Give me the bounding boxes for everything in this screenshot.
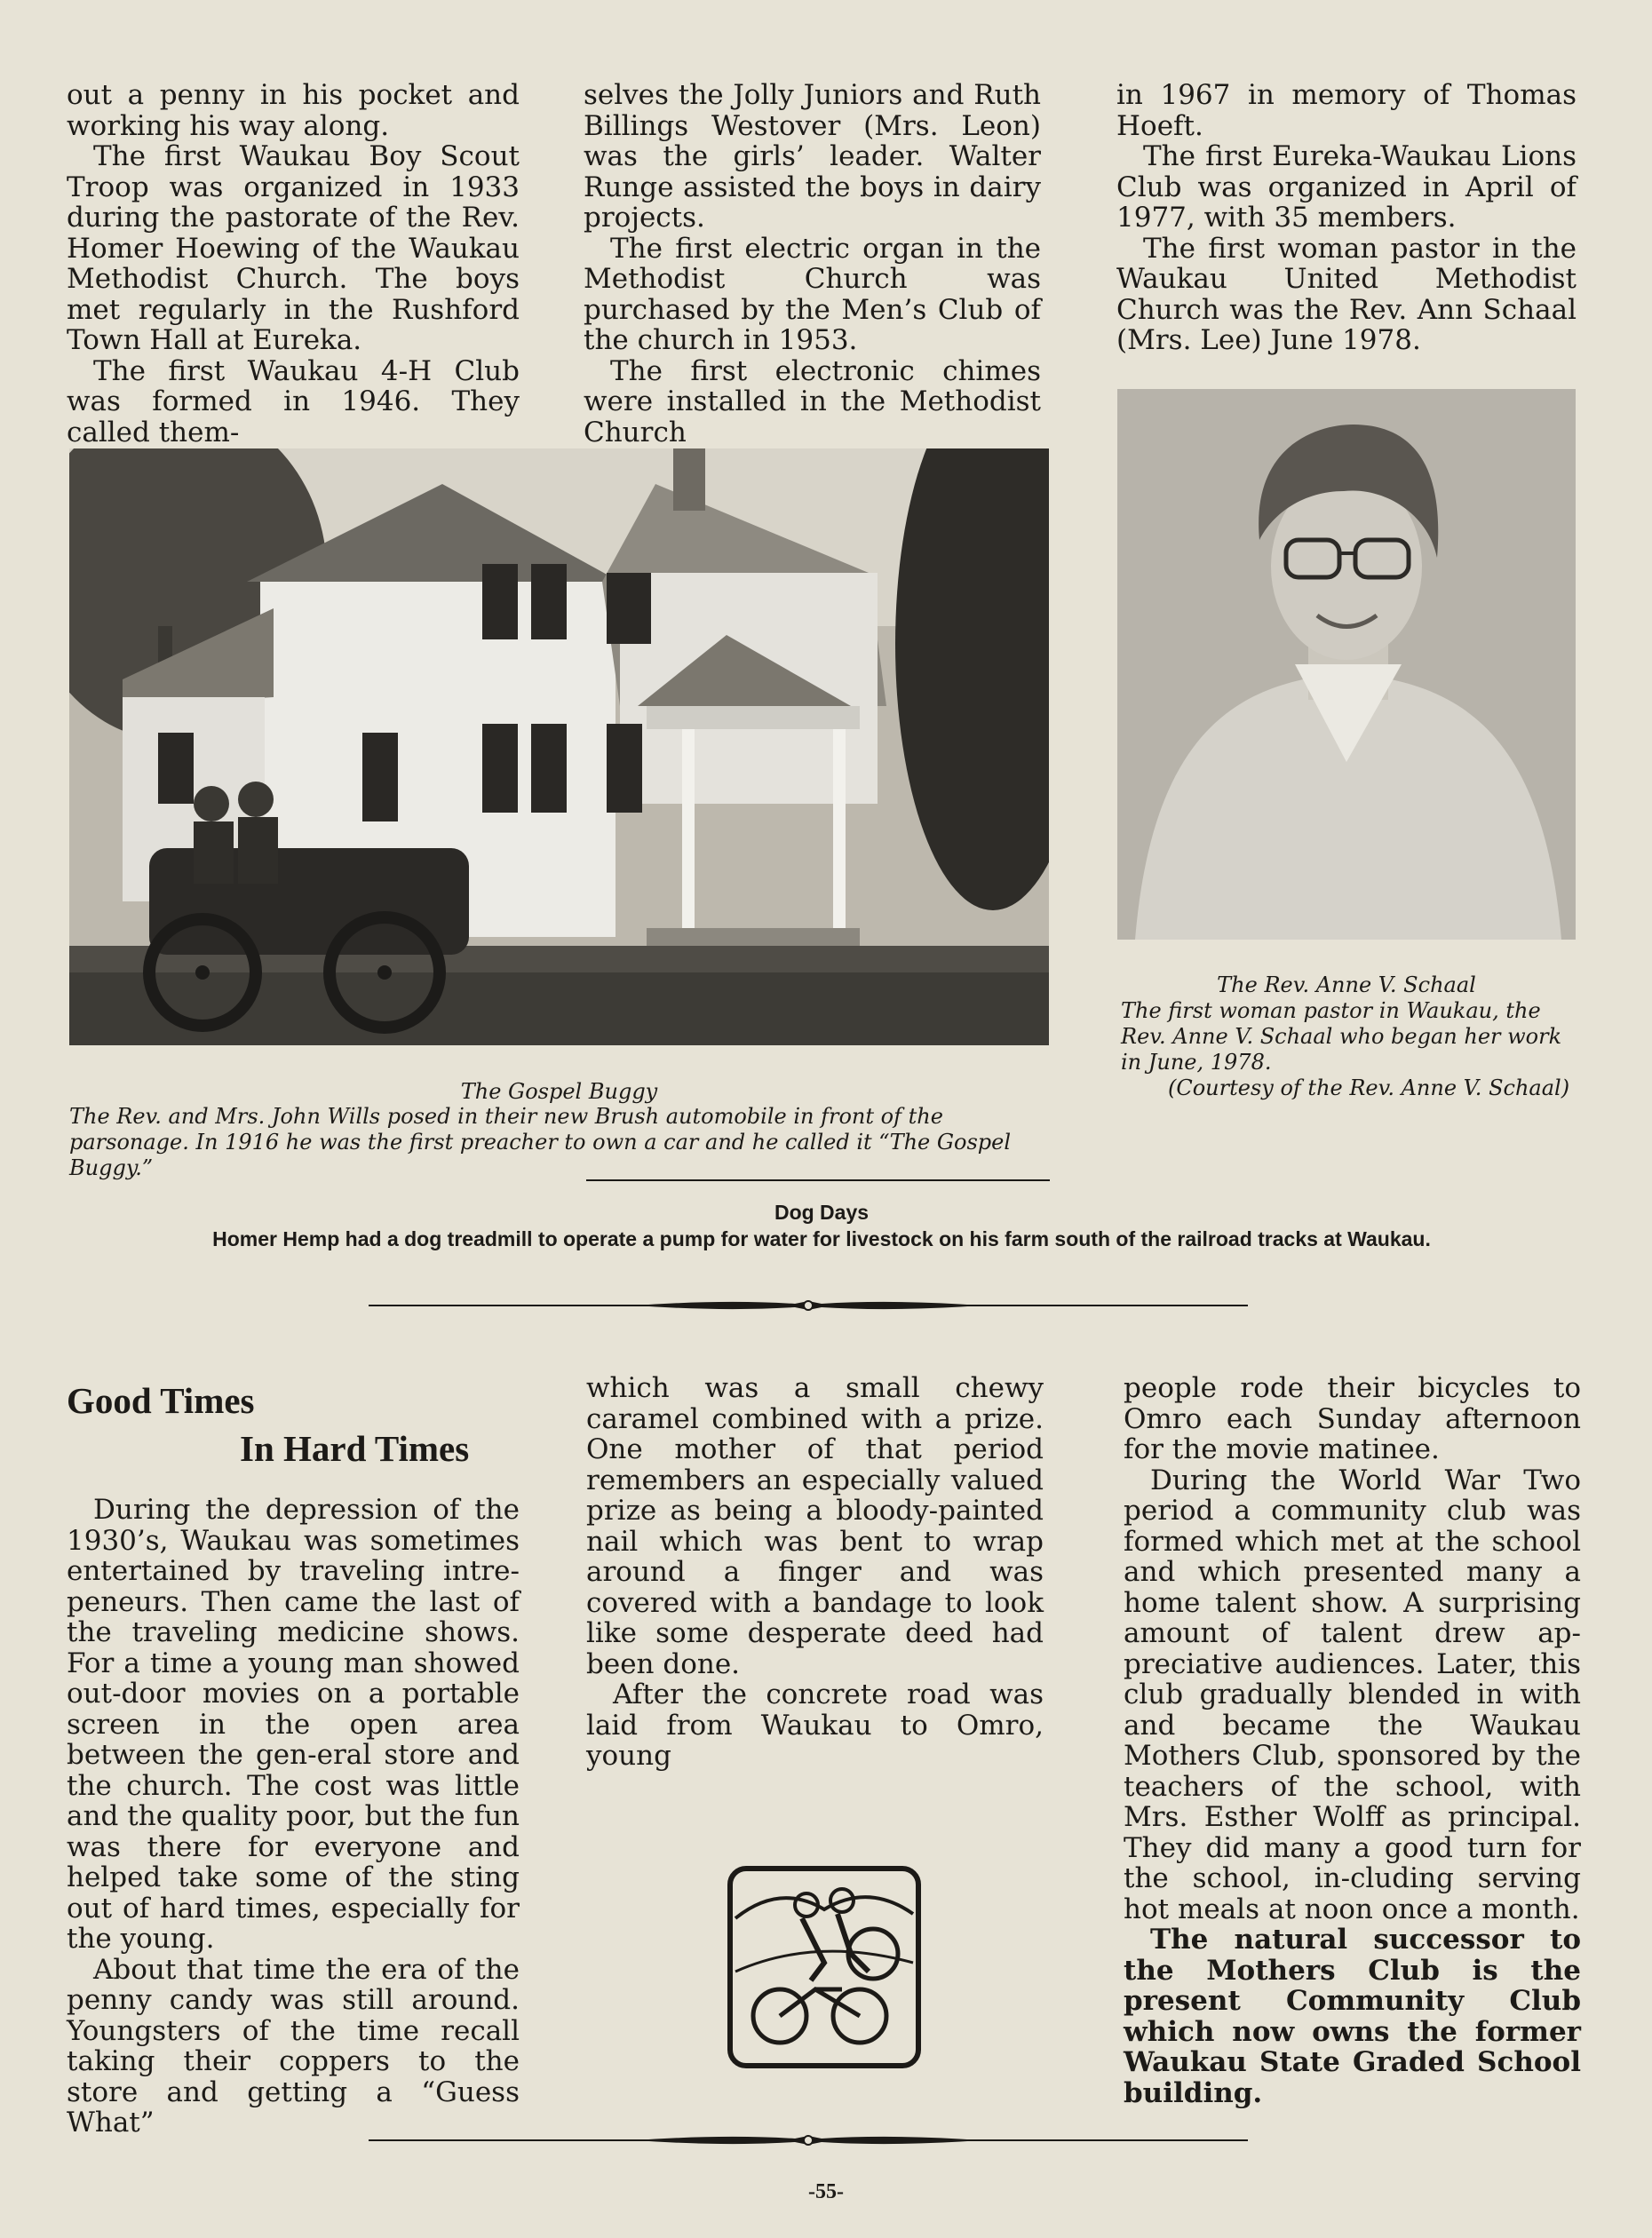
ornamental-divider (369, 2127, 1248, 2154)
paragraph: During the World War Two period a community club was formed which met at the school and which presented many a home talent show. A surprising amount of talent drew ap-preciative audiences. Later, this club gradually blended in with and became the Waukau Mothers Club, sponsored by the teachers of the school, with Mrs. Esther Wolff as principal. They did many a good turn for the school, in-cluding serving hot meals at noon once a month. (1124, 1464, 1581, 1925)
paragraph: The first Waukau Boy Scout Troop was organized in 1933 during the pastorate of the Rev. Homer Hoewing of the Waukau Methodist Church. The boys met regularly in the Rushford Town Hall at Eureka. (67, 140, 520, 356)
article-column-2 (586, 1373, 1044, 1772)
paragraph: in 1967 in memory of Thomas Hoeft. (1116, 79, 1577, 142)
paragraph: The first woman pastor in the Waukau United Methodist Church was the Rev. Ann Schaal (Mrs. Lee) June 1978. (1116, 232, 1577, 356)
article-column-3 (1124, 1373, 1581, 2108)
divider-rule (586, 1179, 1050, 1181)
top-column-2 (584, 80, 1041, 448)
bicycle-riders-illustration (727, 1865, 922, 2069)
pastor-photo-credit: (Courtesy of the Rev. Anne V. Schaal) (1168, 1075, 1570, 1100)
gospel-buggy-title: The Gospel Buggy (460, 1079, 658, 1104)
pastor-photo-caption: The first woman pastor in Waukau, the Rev. Anne V. Schaal who began her work in June, 1978. (1121, 998, 1562, 1075)
paragraph: which was a small chewy caramel combined with a prize. One mother of that period remembers an especially valued prize as being a bloody-painted nail which was bent to wrap around a finger and was covered with a bandage to look like some desperate deed had been done. (586, 1372, 1044, 1680)
pastor-portrait-photo (1117, 389, 1576, 940)
paragraph: The first Eureka-Waukau Lions Club was organized in April of 1977, with 35 members. (1116, 140, 1577, 234)
gospel-buggy-photo (69, 448, 1049, 1045)
pastor-photo-title: The Rev. Anne V. Schaal (1217, 972, 1476, 997)
ornamental-divider (369, 1292, 1248, 1319)
article-column-1 (67, 1495, 520, 2139)
article-headline-line2: In Hard Times (240, 1428, 470, 1469)
dog-days-caption: Homer Hemp had a dog treadmill to operate a pump for water for livestock on his farm south of the railroad tracks at Waukau. (212, 1227, 1431, 1250)
gospel-buggy-caption: The Rev. and Mrs. John Wills posed in their new Brush automobile in front of the parsonage. In 1916 he was the first preacher to own a car and he called it “The Gospel Buggy.” (69, 1104, 1012, 1180)
paragraph: selves the Jolly Juniors and Ruth Billings Westover (Mrs. Leon) was the girls’ leader. Walter Runge assisted the boys in dairy projects. (584, 79, 1041, 234)
paragraph: After the concrete road was laid from Waukau to Omro, young (586, 1678, 1044, 1772)
paragraph: The first electronic chimes were installed in the Methodist Church (584, 354, 1041, 448)
page-number: -55- (808, 2180, 844, 2203)
article-headline-line1: Good Times (67, 1380, 255, 1421)
paragraph: The natural successor to the Mothers Club is the present Community Club which now owns the former Waukau State Graded School building. (1124, 1924, 1581, 2109)
paragraph: During the depression of the 1930’s, Waukau was sometimes entertained by traveling intre-peneurs. Then came the last of the traveling medicine shows. For a time a young man showed out-door movies on a portable screen in the open area between the gen-eral store and the church. The cost was little and the quality poor, but the fun was there for everyone and helped take some of the sting out of hard times, especially for the young. (67, 1494, 520, 1955)
dog-days-title: Dog Days (774, 1201, 870, 1224)
paragraph: About that time the era of the penny candy was still around. Youngsters of the time recall taking their coppers to the store and getting a “Guess What” (67, 1953, 520, 2139)
paragraph: people rode their bicycles to Omro each Sunday afternoon for the movie matinee. (1124, 1372, 1581, 1465)
top-column-1 (67, 80, 520, 448)
paragraph: The first Waukau 4-H Club was formed in 1946. They called them- (67, 354, 520, 448)
top-column-3 (1116, 80, 1577, 356)
paragraph: out a penny in his pocket and working his way along. (67, 79, 520, 142)
paragraph: The first electric organ in the Methodist Church was purchased by the Men’s Club of the church in 1953. (584, 232, 1041, 356)
